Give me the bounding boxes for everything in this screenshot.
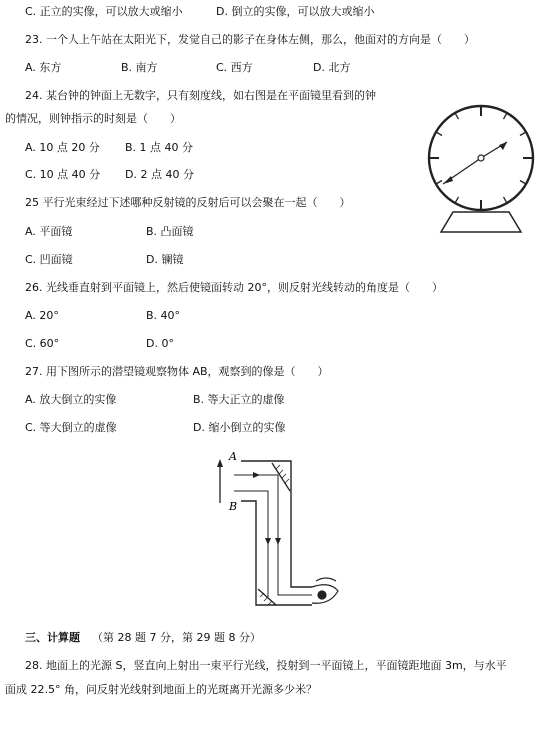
- clock-tick: [436, 181, 442, 185]
- q25-option-c: C. 凹面镜: [25, 253, 73, 266]
- q23-option-c: C. 西方: [216, 61, 253, 74]
- periscope-figure: [220, 445, 350, 615]
- object-arrow-head: [217, 459, 223, 467]
- q25-stem: 25 平行光束经过下述哪种反射镜的反射后可以会聚在一起（ ）: [25, 196, 351, 209]
- q27-option-b: B. 等大正立的虚像: [193, 393, 285, 406]
- q24-option-b: B. 1 点 40 分: [125, 141, 194, 154]
- q24-option-a: A. 10 点 20 分: [25, 141, 100, 154]
- q26-stem: 26. 光线垂直射到平面镜上，然后使镜面转动 20°，则反射光线转动的角度是（ ）: [25, 281, 443, 294]
- q28-line1: 28. 地面上的光源 S，竖直向上射出一束平行光线，投射到一平面镜上，平面镜距地面 3m，与水平: [25, 659, 507, 672]
- clock-hand-short-tip: [499, 142, 507, 150]
- q27-option-a: A. 放大倒立的实像: [25, 393, 117, 406]
- clock-tick: [436, 132, 442, 136]
- ray-arrow-1: [253, 472, 260, 478]
- ray-arrow-2: [275, 538, 281, 545]
- q24-option-c: C. 10 点 40 分: [25, 168, 101, 181]
- clock-tick: [504, 113, 508, 119]
- q27-stem: 27. 用下图所示的潜望镜观察物体 AB，观察到的像是（ ）: [25, 365, 329, 378]
- clock-tick: [504, 197, 508, 203]
- q23-option-b: B. 南方: [121, 61, 158, 74]
- q23-option-a: A. 东方: [25, 61, 62, 74]
- q22-option-d: D. 倒立的实像，可以放大或缩小: [216, 5, 375, 18]
- q26-option-c: C. 60°: [25, 337, 60, 350]
- q23-option-d: D. 北方: [313, 61, 351, 74]
- mirrored-clock-figure: [425, 100, 537, 236]
- q26-option-d: D. 0°: [146, 337, 174, 350]
- clock-tick: [520, 132, 526, 136]
- clock-tick: [455, 113, 459, 119]
- eye-icon: [312, 578, 338, 603]
- clock-hand-long-tip: [443, 176, 453, 184]
- object-label-b: B: [229, 500, 238, 513]
- q28-line2: 面成 22.5° 角，问反射光线射到地面上的光斑离开光源多少米？: [5, 683, 317, 696]
- q26-option-b: B. 40°: [146, 309, 181, 322]
- periscope-outer-wall: [241, 461, 312, 587]
- periscope-inner-wall: [241, 501, 312, 605]
- q25-option-d: D. 镧镜: [146, 253, 184, 266]
- section-3-note: （第 28 题 7 分，第 29 题 8 分）: [92, 631, 261, 644]
- clock-center-pivot: [478, 155, 484, 161]
- q27-option-d: D. 缩小倒立的实像: [193, 421, 286, 434]
- q24-stem-line1: 24. 某台钟的钟面上无数字，只有刻度线，如右图是在平面镜里看到的钟: [25, 89, 376, 102]
- q23-stem: 23. 一个人上午站在太阳光下，发觉自己的影子在身体左侧，那么，他面对的方向是（ ）: [25, 33, 475, 46]
- light-ray-upper: [234, 475, 312, 595]
- ray-arrow-3: [265, 538, 271, 545]
- q24-stem-line2: 的情况，则钟指示的时刻是（ ）: [5, 112, 181, 125]
- q26-option-a: A. 20°: [25, 309, 59, 322]
- bottom-mirror: [258, 589, 276, 605]
- object-label-a: A: [229, 450, 237, 463]
- clock-tick: [455, 197, 459, 203]
- section-3-title: 三、计算题: [25, 631, 80, 644]
- clock-tick: [520, 181, 526, 185]
- q25-option-b: B. 凸面镜: [146, 225, 194, 238]
- top-mirror: [272, 463, 290, 491]
- light-ray-lower: [234, 491, 268, 597]
- q27-option-c: C. 等大倒立的虚像: [25, 421, 117, 434]
- q22-option-c: C. 正立的实像，可以放大或缩小: [25, 5, 183, 18]
- q24-option-d: D. 2 点 40 分: [125, 168, 194, 181]
- q25-option-a: A. 平面镜: [25, 225, 73, 238]
- clock-stand: [441, 212, 521, 232]
